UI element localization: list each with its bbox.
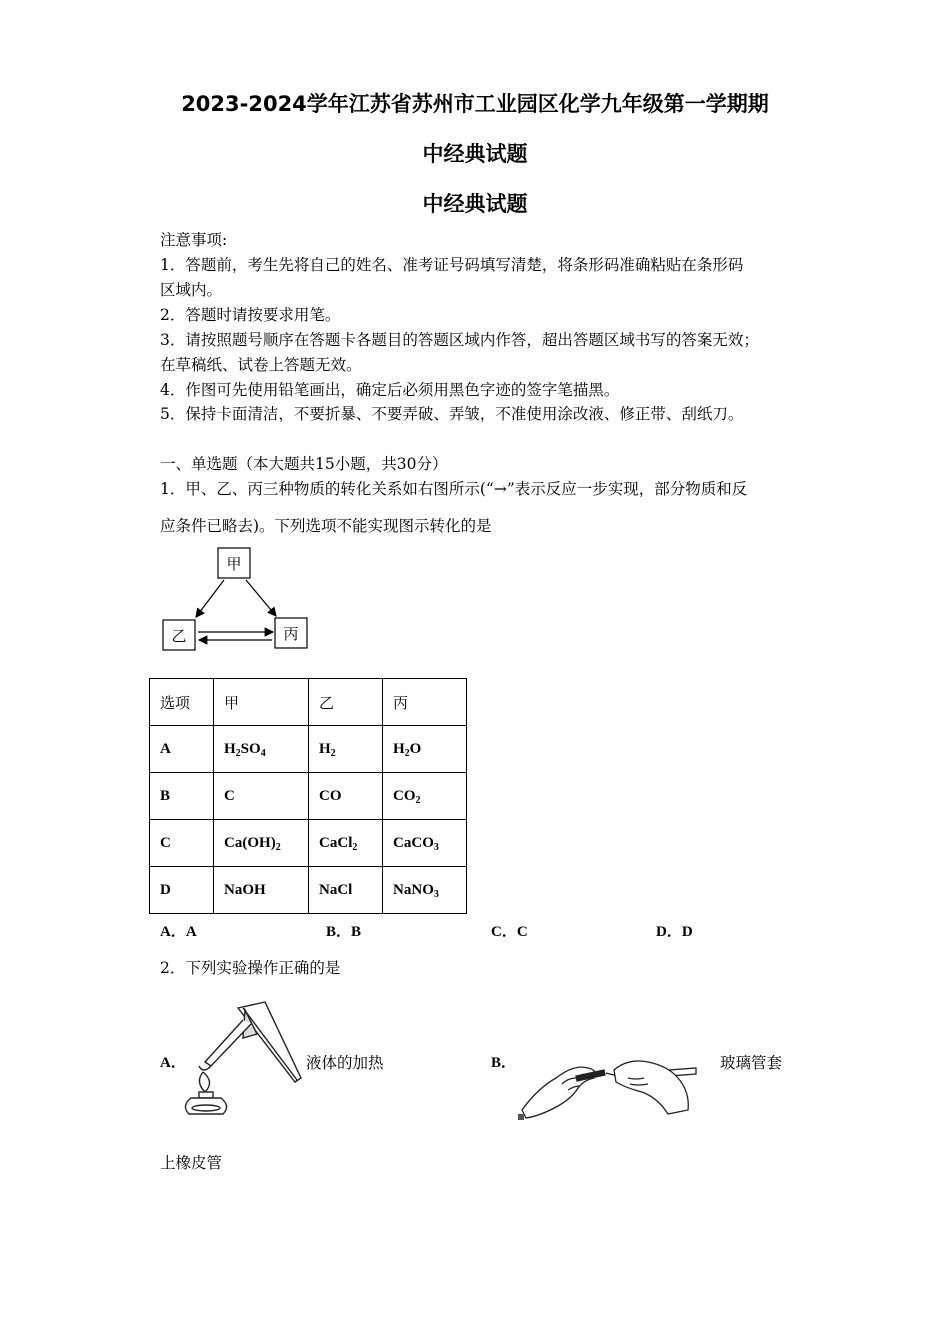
page-title-line1: 2023-2024学年江苏省苏州市工业园区化学九年级第一学期期: [181, 92, 769, 116]
notice-item: 区域内。: [160, 281, 223, 299]
option-b-text: 玻璃管套: [720, 1054, 783, 1072]
table-cell: NaOH: [214, 867, 309, 914]
table-cell: $H_2$: [309, 726, 383, 773]
option-a-label[interactable]: A．: [160, 1055, 186, 1071]
notice-item: 5．保持卡面清洁，不要折暴、不要弄破、弄皱，不准使用涂改液、修正带、刮纸刀。: [160, 405, 744, 423]
table-cell: C: [150, 820, 214, 867]
option-b-text-continued: 上橡皮管: [160, 1154, 223, 1172]
rubber-tube-illustration: [518, 1048, 700, 1120]
table-cell: CaCO$_3$: [383, 820, 467, 867]
notice-item: 2．答题时请按要求用笔。: [160, 306, 341, 324]
label-jia: 甲: [226, 555, 242, 573]
notice-item: 1．答题前，考生先将自己的姓名、准考证号码填写清楚，将条形码准确粘贴在条形码: [160, 256, 744, 274]
notice-item: 在草稿纸、试卷上答题无效。: [160, 356, 362, 374]
label-bing: 丙: [283, 625, 299, 643]
question-1-stem-line2: 应条件已略去)。下列选项不能实现图示转化的是: [160, 517, 492, 535]
section-heading: 一、单选题（本大题共15小题，共30分）: [160, 455, 448, 473]
table-row: [150, 773, 467, 820]
table-row: [150, 820, 467, 867]
table-cell: A: [150, 726, 214, 773]
notice-item: 3．请按照题号顺序在答题卡各题目的答题区域内作答，超出答题区域书写的答案无效；: [160, 331, 759, 349]
choice-b[interactable]: B．B: [326, 924, 362, 940]
table-cell: CO: [309, 773, 383, 820]
options-table: [149, 678, 467, 914]
table-cell: NaCl: [309, 867, 383, 914]
question-2-stem: 2．下列实验操作正确的是: [160, 959, 341, 977]
choice-a[interactable]: A．A: [160, 924, 197, 940]
conversion-diagram: [158, 544, 318, 656]
arrow-jia-to-yi: [196, 580, 224, 617]
table-cell: $Ca(OH)_2$: [214, 820, 309, 867]
page-subtitle: 中经典试题: [422, 192, 528, 216]
choice-c[interactable]: C．C: [491, 924, 528, 940]
page-title-line2: 中经典试题: [422, 142, 528, 166]
option-b-label[interactable]: B．: [491, 1055, 517, 1071]
label-yi: 乙: [171, 627, 187, 645]
table-header: 丙: [383, 679, 467, 726]
table-header: 选项: [150, 679, 214, 726]
table-cell: $CO_2$: [383, 773, 467, 820]
table-cell: $H_2O$: [383, 726, 467, 773]
table-cell: B: [150, 773, 214, 820]
notice-heading: 注意事项:: [160, 231, 228, 249]
table-cell: $H_2SO_4$: [214, 726, 309, 773]
choice-d[interactable]: D．D: [656, 924, 693, 940]
table-header: 甲: [214, 679, 309, 726]
liquid-heating-illustration: [183, 1000, 308, 1118]
table-cell: NaNO$_3$: [383, 867, 467, 914]
table-row: [150, 726, 467, 773]
table-row: [150, 867, 467, 914]
question-1-stem-line1: 1．甲、乙、丙三种物质的转化关系如右图所示(“→”表示反应一步实现，部分物质和反: [160, 480, 748, 498]
arrow-jia-to-bing: [246, 580, 276, 616]
table-cell: D: [150, 867, 214, 914]
table-cell: C: [214, 773, 309, 820]
table-header-row: [150, 679, 467, 726]
option-a-text: 液体的加热: [306, 1054, 384, 1072]
table-cell: CaCl$_2$: [309, 820, 383, 867]
notice-item: 4．作图可先使用铅笔画出，确定后必须用黑色字迹的签字笔描黑。: [160, 381, 620, 399]
table-header: 乙: [309, 679, 383, 726]
